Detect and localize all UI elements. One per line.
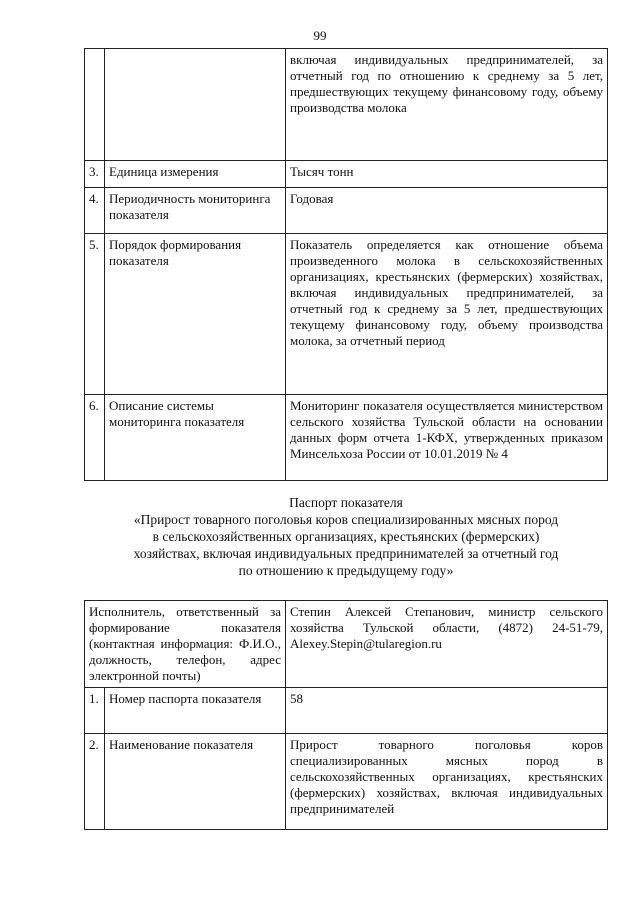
row-number: 1.: [85, 688, 105, 734]
row-label: Периодичность мониторинга показателя: [105, 188, 286, 234]
row-number: 5.: [85, 234, 105, 395]
table-row: [85, 188, 608, 234]
passport-title-line: хозяйствах, включая индивидуальных предпринимателей за отчетный год: [133, 546, 559, 561]
row-value: Тысяч тонн: [286, 161, 608, 188]
row-value: Прирост товарного поголовья коров специализированных мясных пород в сельскохозяйственных организациях, крестьянских (фермерских) хозяйствах, включая индивидуальных предпринимателей: [286, 734, 608, 830]
passport-table: [84, 600, 608, 830]
row-label: [105, 49, 286, 161]
table-row: [85, 49, 608, 161]
row-value: 58: [286, 688, 608, 734]
table-row: [85, 161, 608, 188]
row-number: 4.: [85, 188, 105, 234]
row-value: Показатель определяется как отношение объема произведенного молока в сельскохозяйственных организациях, крестьянских (фермерских) хозяйствах, включая индивидуальных предпринимателей, за отчетный год к среднему за 5 лет, предшествующих текущему финансовому году, объему производства молока, за отчетный период: [286, 234, 608, 395]
row-number: 2.: [85, 734, 105, 830]
row-label: Единица измерения: [105, 161, 286, 188]
passport-title-line: «Прирост товарного поголовья коров специализированных мясных пород: [133, 512, 559, 527]
row-number: 6.: [85, 395, 105, 481]
page-number: 99: [313, 28, 327, 43]
row-label: Описание системы мониторинга показателя: [105, 395, 286, 481]
row-value: Годовая: [286, 188, 608, 234]
row-number: 3.: [85, 161, 105, 188]
table-row: [85, 395, 608, 481]
passport-title-line: в сельскохозяйственных организациях, крестьянских (фермерских): [152, 529, 540, 544]
contact-label: Исполнитель, ответственный за формирование показателя (контактная информация: Ф.И.О., должность, телефон, адрес электронной почты): [85, 601, 286, 688]
passport-heading-block: [84, 494, 608, 579]
row-value: включая индивидуальных предпринимателей, за отчетный год по отношению к среднему за 5 лет, предшествующих текущему финансовому году, объему производства молока: [286, 49, 608, 161]
row-label: Номер паспорта показателя: [105, 688, 286, 734]
passport-heading: Паспорт показателя: [289, 495, 403, 510]
table-row: [85, 734, 608, 830]
passport-title-line: по отношению к предыдущему году»: [238, 563, 454, 578]
row-label: Наименование показателя: [105, 734, 286, 830]
table-row: [85, 688, 608, 734]
contact-row: [85, 601, 608, 688]
contact-value: Степин Алексей Степанович, министр сельского хозяйства Тульской области, (4872) 24-51-79, Alexey.Stepin@tularegion.ru: [286, 601, 608, 688]
table-row: [85, 234, 608, 395]
row-number: [85, 49, 105, 161]
row-value: Мониторинг показателя осуществляется министерством сельского хозяйства Тульской области на основании данных форм отчета 1-КФХ, утвержденных приказом Минсельхоза России от 10.01.2019 № 4: [286, 395, 608, 481]
indicator-table-continued: [84, 48, 608, 481]
row-label: Порядок формирования показателя: [105, 234, 286, 395]
